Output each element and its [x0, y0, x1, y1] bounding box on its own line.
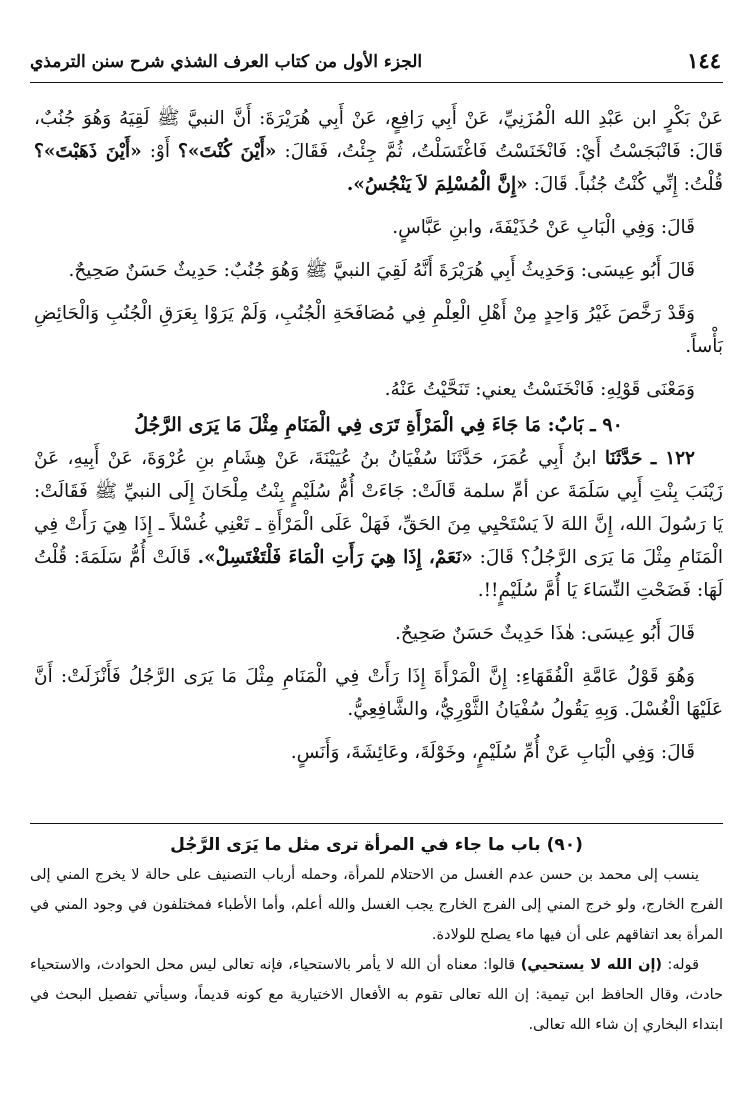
header-rule — [30, 82, 723, 83]
quoted-phrase: (إن الله لا يستحيي) — [520, 957, 663, 973]
paragraph: وَقَدْ رَخَّصَ غَيْرُ وَاحِدٍ مِنْ أَهْلِ الْعِلْمِ فِي مُصَافَحَةِ الْجُنُبِ، وَلَمْ يَرَوْا بِعَرَقِ الْجُنُبِ وَالْحَائِضِ بَأْساً. — [34, 303, 723, 357]
paragraph: قَالَ أَبُو عِيسَى: هٰذَا حَدِيثٌ حَسَنٌ صَحِيحٌ. — [395, 623, 695, 644]
isnad-word: حَدَّثَنَا — [604, 448, 643, 469]
main-text — [34, 102, 723, 769]
commentary — [30, 830, 723, 1040]
quote: «أَيْنَ كُنْتَ»؟ — [178, 141, 277, 162]
page-header — [30, 44, 723, 84]
quote: «أَيْنَ ذَهَبْتَ»؟ — [34, 141, 142, 162]
paragraph: قَالَ أَبُو عِيسَى: وَحَدِيثُ أَبِي هُرَيْرَةَ أَنَّهُ لَقِيَ النبيَّ ﷺ وَهُوَ جُنُبٌ: حَدِيثٌ حَسَنٌ صَحِيحٌ. — [68, 260, 695, 281]
page-number: ١٤٤ — [687, 48, 721, 73]
paragraph: وَهُوَ قَوْلُ عَامَّةِ الْفُقَهَاءِ: إِنَّ الْمَرْأَةَ إِذَا رَأَتْ فِي الْمَنَامِ مِثْلَ مَا يَرَى الرَّجُلُ فَأَنْزَلَتْ: أَنَّ عَلَيْهَا الْغُسْلَ. وَبِهِ يَقُولُ سُفْيَانُ الثَّوْرِيُّ، والشَّافِعِيُّ. — [34, 666, 723, 720]
hadith-121-end: عَنْ بَكْرٍ ابن عَبْدِ الله الْمُزَنِيِّ، عَنْ أَبِي رَافِعٍ، عَنْ أَبِي هُرَيْرَةَ: أَنَّ النبيَّ ﷺ لَقِيَهُ وَهُوَ جُنُبٌ، قَالَ: فَانْبَجَسْتُ أَيْ: فَانْخَنَسْتُ فَاغْتَسَلْتُ، ثُمَّ جِئْتُ، فَقَالَ: «أَيْنَ كُنْتَ»؟ أَوْ: «أَيْنَ ذَهَبْتَ»؟ قُلْتُ: إِنِّي كُنْتُ جُنُباً. قَالَ: «إِنَّ الْمُسْلِمَ لاَ يَنْجُسُ». — [34, 108, 724, 195]
commentary-paragraph: قوله: (إن الله لا يستحيي) قالوا: معناه أن الله لا يأمر بالاستحياء، فإنه تعالى ليس محل الحوادث، والاستحياء حادث، وقال الحافظ ابن تيمية: إن الله تعالى تقوم به الأفعال الاختيارية مع كونه قديماً، وسيأتي تفصيل البحث في ابتداء البخاري إن شاء الله تعالى. — [30, 957, 723, 1033]
quote: «إِنَّ الْمُسْلِمَ لاَ يَنْجُسُ». — [346, 174, 528, 195]
running-title: الجزء الأول من كتاب العرف الشذي شرح سنن الترمذي — [30, 52, 423, 72]
paragraph: قَالَ: وَفِي الْبَابِ عَنْ أُمِّ سُلَيْمٍ، وخَوْلَةَ، وعَائِشَةَ، وَأَنَسٍ. — [290, 742, 695, 763]
paragraph: وَمَعْنَى قَوْلِهِ: فَانْخَنَسْتُ يعني: تَنَحَّيْتُ عَنْهُ. — [384, 379, 695, 400]
commentary-divider — [30, 823, 723, 824]
quote: «نَعَمْ، إِذَا هِيَ رَأَتِ الْمَاءَ فَلْتَغْتَسِلْ». — [197, 547, 473, 568]
commentary-paragraph: ينسب إلى محمد بن حسن عدم الغسل من الاحتلام للمرأة، وحمله أرباب التصنيف على حالة لا يخرج المني إلى الفرج الخارج، ولو خرج المني إلى الفرج الخارج يجب الغسل والله أعلم، وأما الأطباء فمختلفون في وجود المني في المرأة بعد اتفاقهم على أن فيها ماء يصلح للولادة. — [30, 867, 723, 943]
commentary-title: (٩٠) باب ما جاء في المرأة ترى مثل ما يَرَى الرَّجُل — [170, 835, 583, 855]
chapter-heading: ٩٠ ـ بَابٌ: مَا جَاءَ فِي الْمَرْأَةِ تَرَى فِي الْمَنَامِ مِثْلَ مَا يَرَى الرَّجُلُ — [134, 414, 623, 436]
hadith-number: ١٢٢ ـ — [650, 448, 695, 469]
hadith-122: ١٢٢ ـ حَدَّثَنَا ابنُ أَبِي عُمَرَ، حَدَّثَنَا سُفْيَانُ بنُ عُيَيْنَةَ، عَنْ هِشَامِ بنِ عُرْوَةَ، عَنْ أَبِيهِ، عَنْ زَيْنَبَ بِنْتِ أَبِي سَلَمَةَ عن أمِّ سلمة قَالَتْ: جَاءَتْ أُمُّ سُلَيْمٍ بِنْتُ مِلْحَانَ إِلَى النبيِّ ﷺ فَقَالَتْ: يَا رَسُولَ الله، إِنَّ اللهَ لاَ يَسْتَحْيِي مِنَ الحَقِّ، فَهَلْ عَلَى الْمَرْأَةِ ـ تَعْنِي غُسْلاً ـ إِذَا هِيَ رَأَتْ فِي الْمَنَامِ مِثْلَ مَا يَرَى الرَّجُلُ؟ قَالَ: «نَعَمْ، إِذَا هِيَ رَأَتِ الْمَاءَ فَلْتَغْتَسِلْ». قَالَتْ أُمُّ سَلَمَةَ: قُلْتُ لَهَا: فَضَحْتِ النِّسَاءَ يَا أُمَّ سُلَيْمٍ!!. — [34, 448, 724, 601]
paragraph: قَالَ: وَفِي الْبَابِ عَنْ حُذَيْفَةَ، وابنِ عَبَّاسٍ. — [392, 217, 695, 238]
